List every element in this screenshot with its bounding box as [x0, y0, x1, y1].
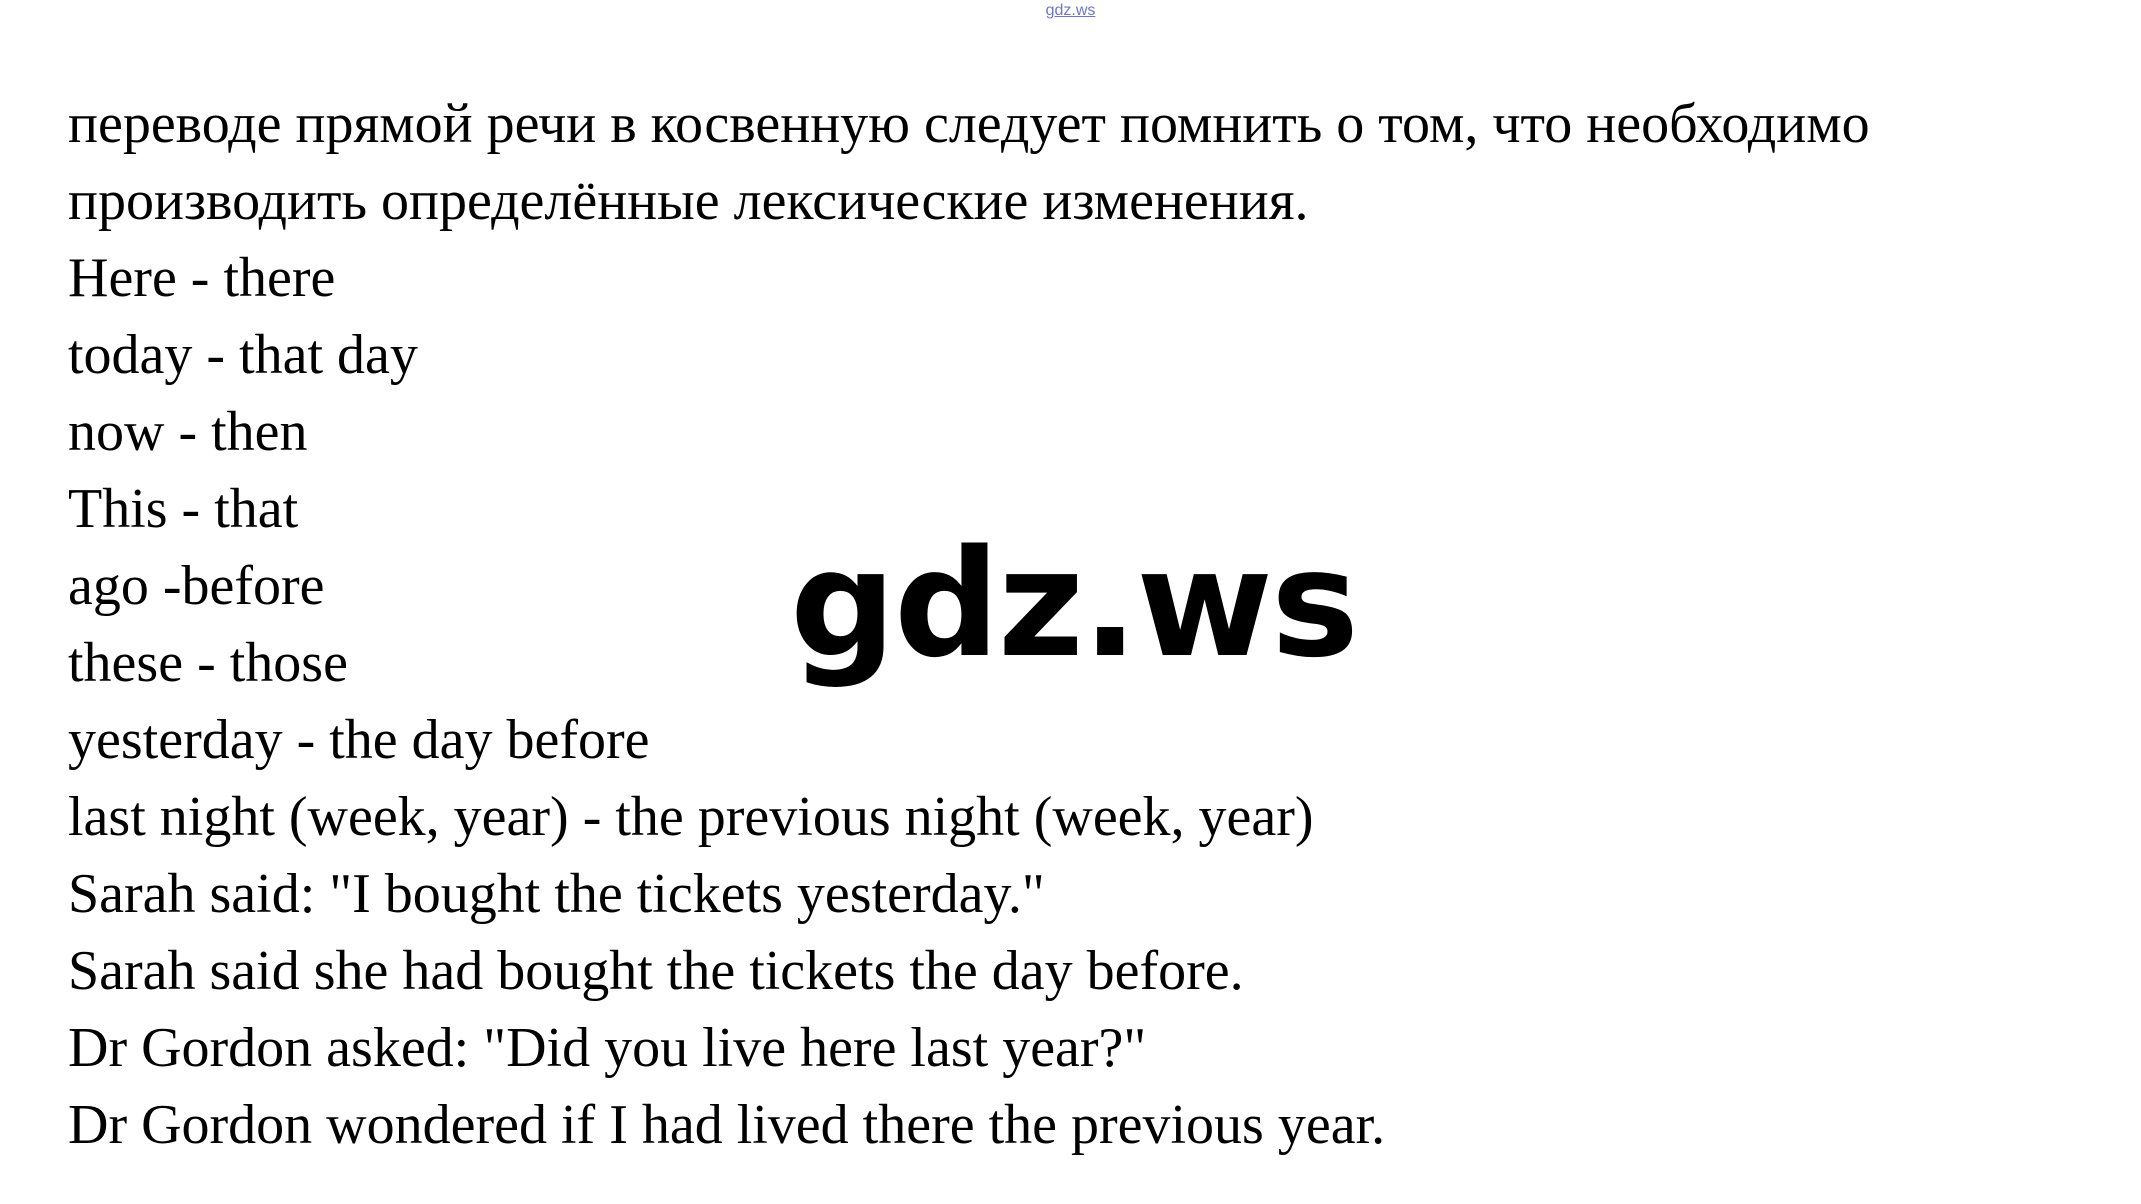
text-line-5: now - then [68, 401, 308, 463]
text-line-8: these - those [68, 632, 348, 694]
text-line-14: Dr Gordon wondered if I had lived there the previous year. [68, 1094, 1386, 1156]
text-line-2: производить определённые лексические изменения. [68, 170, 1309, 232]
text-line-3: Here - there [68, 247, 336, 309]
watermark-logo: gdz.ws [790, 518, 1358, 690]
text-line-11: Sarah said: "I bought the tickets yesterday." [68, 863, 1045, 925]
text-line-1: переводе прямой речи в косвенную следует помнить о том, что необходимо [68, 93, 1870, 155]
text-line-12: Sarah said she had bought the tickets the day before. [68, 940, 1244, 1002]
text-line-4: today - that day [68, 324, 418, 386]
text-line-13: Dr Gordon asked: "Did you live here last year?" [68, 1017, 1147, 1079]
text-line-7: ago -before [68, 555, 325, 617]
header-site-link[interactable]: gdz.ws [1045, 2, 1096, 19]
text-line-10: last night (week, year) - the previous night (week, year) [68, 786, 1314, 848]
text-line-9: yesterday - the day before [68, 709, 650, 771]
text-line-6: This - that [68, 478, 299, 540]
